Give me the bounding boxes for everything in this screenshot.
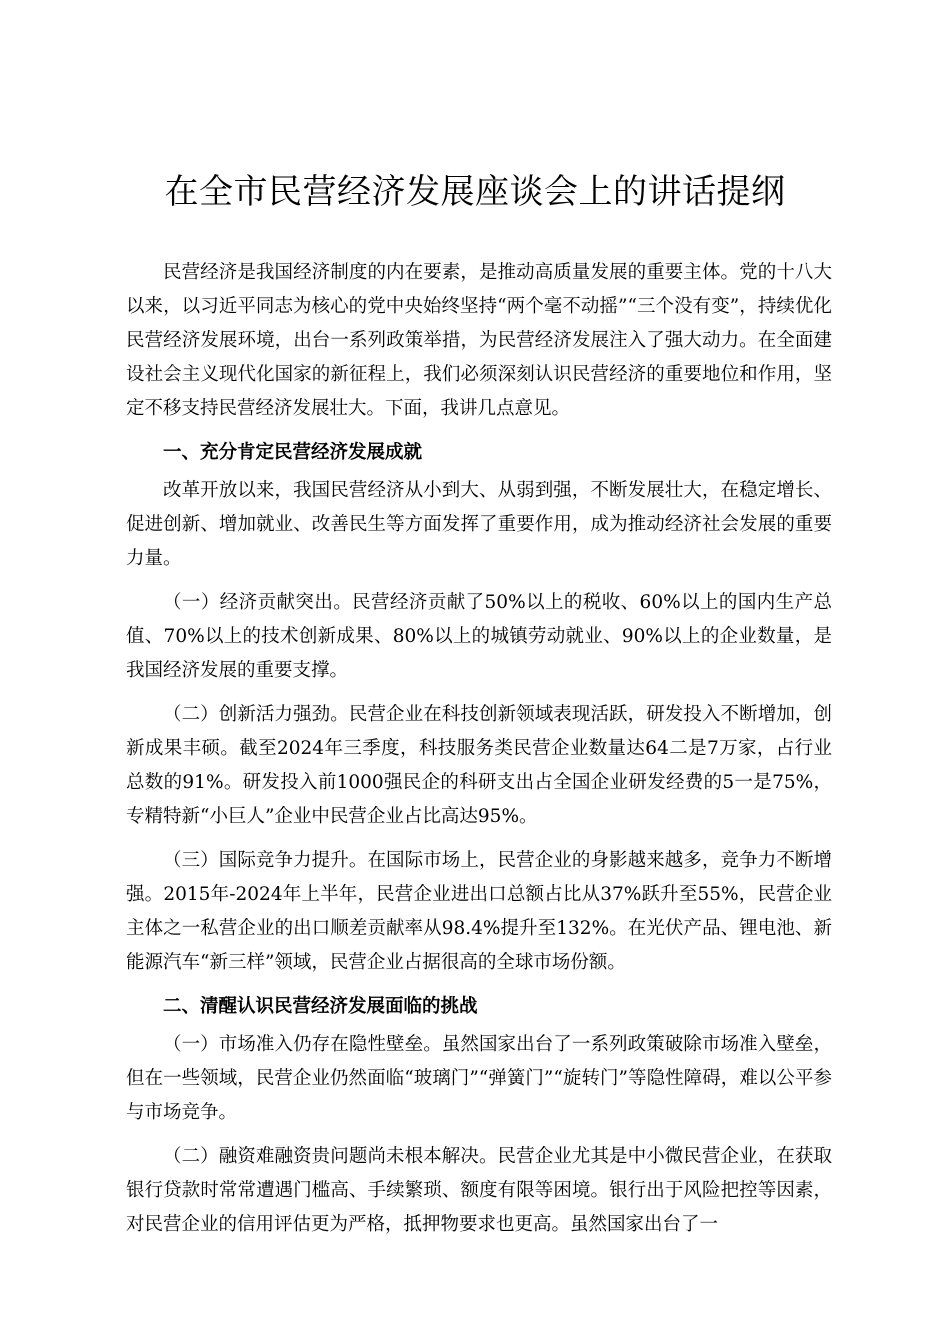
section1-paragraph: 改革开放以来，我国民营经济从小到大、从弱到强，不断发展壮大，在稳定增长、促进创新、增加就业、改善民生等方面发挥了重要作用，成为推动经济社会发展的重要力量。 [126, 480, 832, 569]
section1-item-2: （二）创新活力强劲。民营企业在科技创新领域表现活跃，研发投入不断增加，创新成果丰硕。截至2024年三季度，科技服务类民营企业数量达64二是7万家，占行业总数的91%。研发投入前1000强民企的科研支出占全国企业研发经费的5一是75%，专精特新“小巨人”企业中民营企业占比高达95%。 [126, 704, 832, 827]
section-heading-1: 一、充分肯定民营经济发展成就 [163, 442, 423, 463]
section1-item-3: （三）国际竞争力提升。在国际市场上，民营企业的身影越来越多，竞争力不断增强。2015年-2024年上半年，民营企业进出口总额占比从37%跃升至55%，民营企业主体之一私营企业的出口顺差贡献率从98.4%提升至132%。在光伏产品、锂电池、新能源汽车“新三样”领域，民营企业占据很高的全球市场份额。 [126, 850, 832, 973]
section-heading-2: 二、清醒认识民营经济发展面临的挑战 [163, 996, 478, 1017]
document-body [126, 256, 832, 1252]
document-title: 在全市民营经济发展座谈会上的讲话提纲 [164, 172, 786, 212]
section2-item-2: （二）融资难融资贵问题尚未根本解决。民营企业尤其是中小微民营企业，在获取银行贷款时常常遭遇门槛高、手续繁琐、额度有限等困境。银行出于风险把控等因素，对民营企业的信用评估更为严格，抵押物要求也更高。虽然国家出台了一 [126, 1146, 832, 1235]
section2-item-1: （一）市场准入仍存在隐性壁垒。虽然国家出台了一系列政策破除市场准入壁垒，但在一些领域，民营企业仍然面临“玻璃门”“弹簧门”“旋转门”等隐性障碍，难以公平参与市场竞争。 [126, 1034, 832, 1123]
section1-item-1: （一）经济贡献突出。民营经济贡献了50%以上的税收、60%以上的国内生产总值、70%以上的技术创新成果、80%以上的城镇劳动就业、90%以上的企业数量，是我国经济发展的重要支撑。 [126, 592, 832, 681]
intro-paragraph: 民营经济是我国经济制度的内在要素，是推动高质量发展的重要主体。党的十八大以来，以习近平同志为核心的党中央始终坚持“两个毫不动摇”“三个没有变”，持续优化民营经济发展环境，出台一系列政策举措，为民营经济发展注入了强大动力。在全面建设社会主义现代化国家的新征程上，我们必须深刻认识民营经济的重要地位和作用，坚定不移支持民营经济发展壮大。下面，我讲几点意见。 [126, 262, 832, 419]
